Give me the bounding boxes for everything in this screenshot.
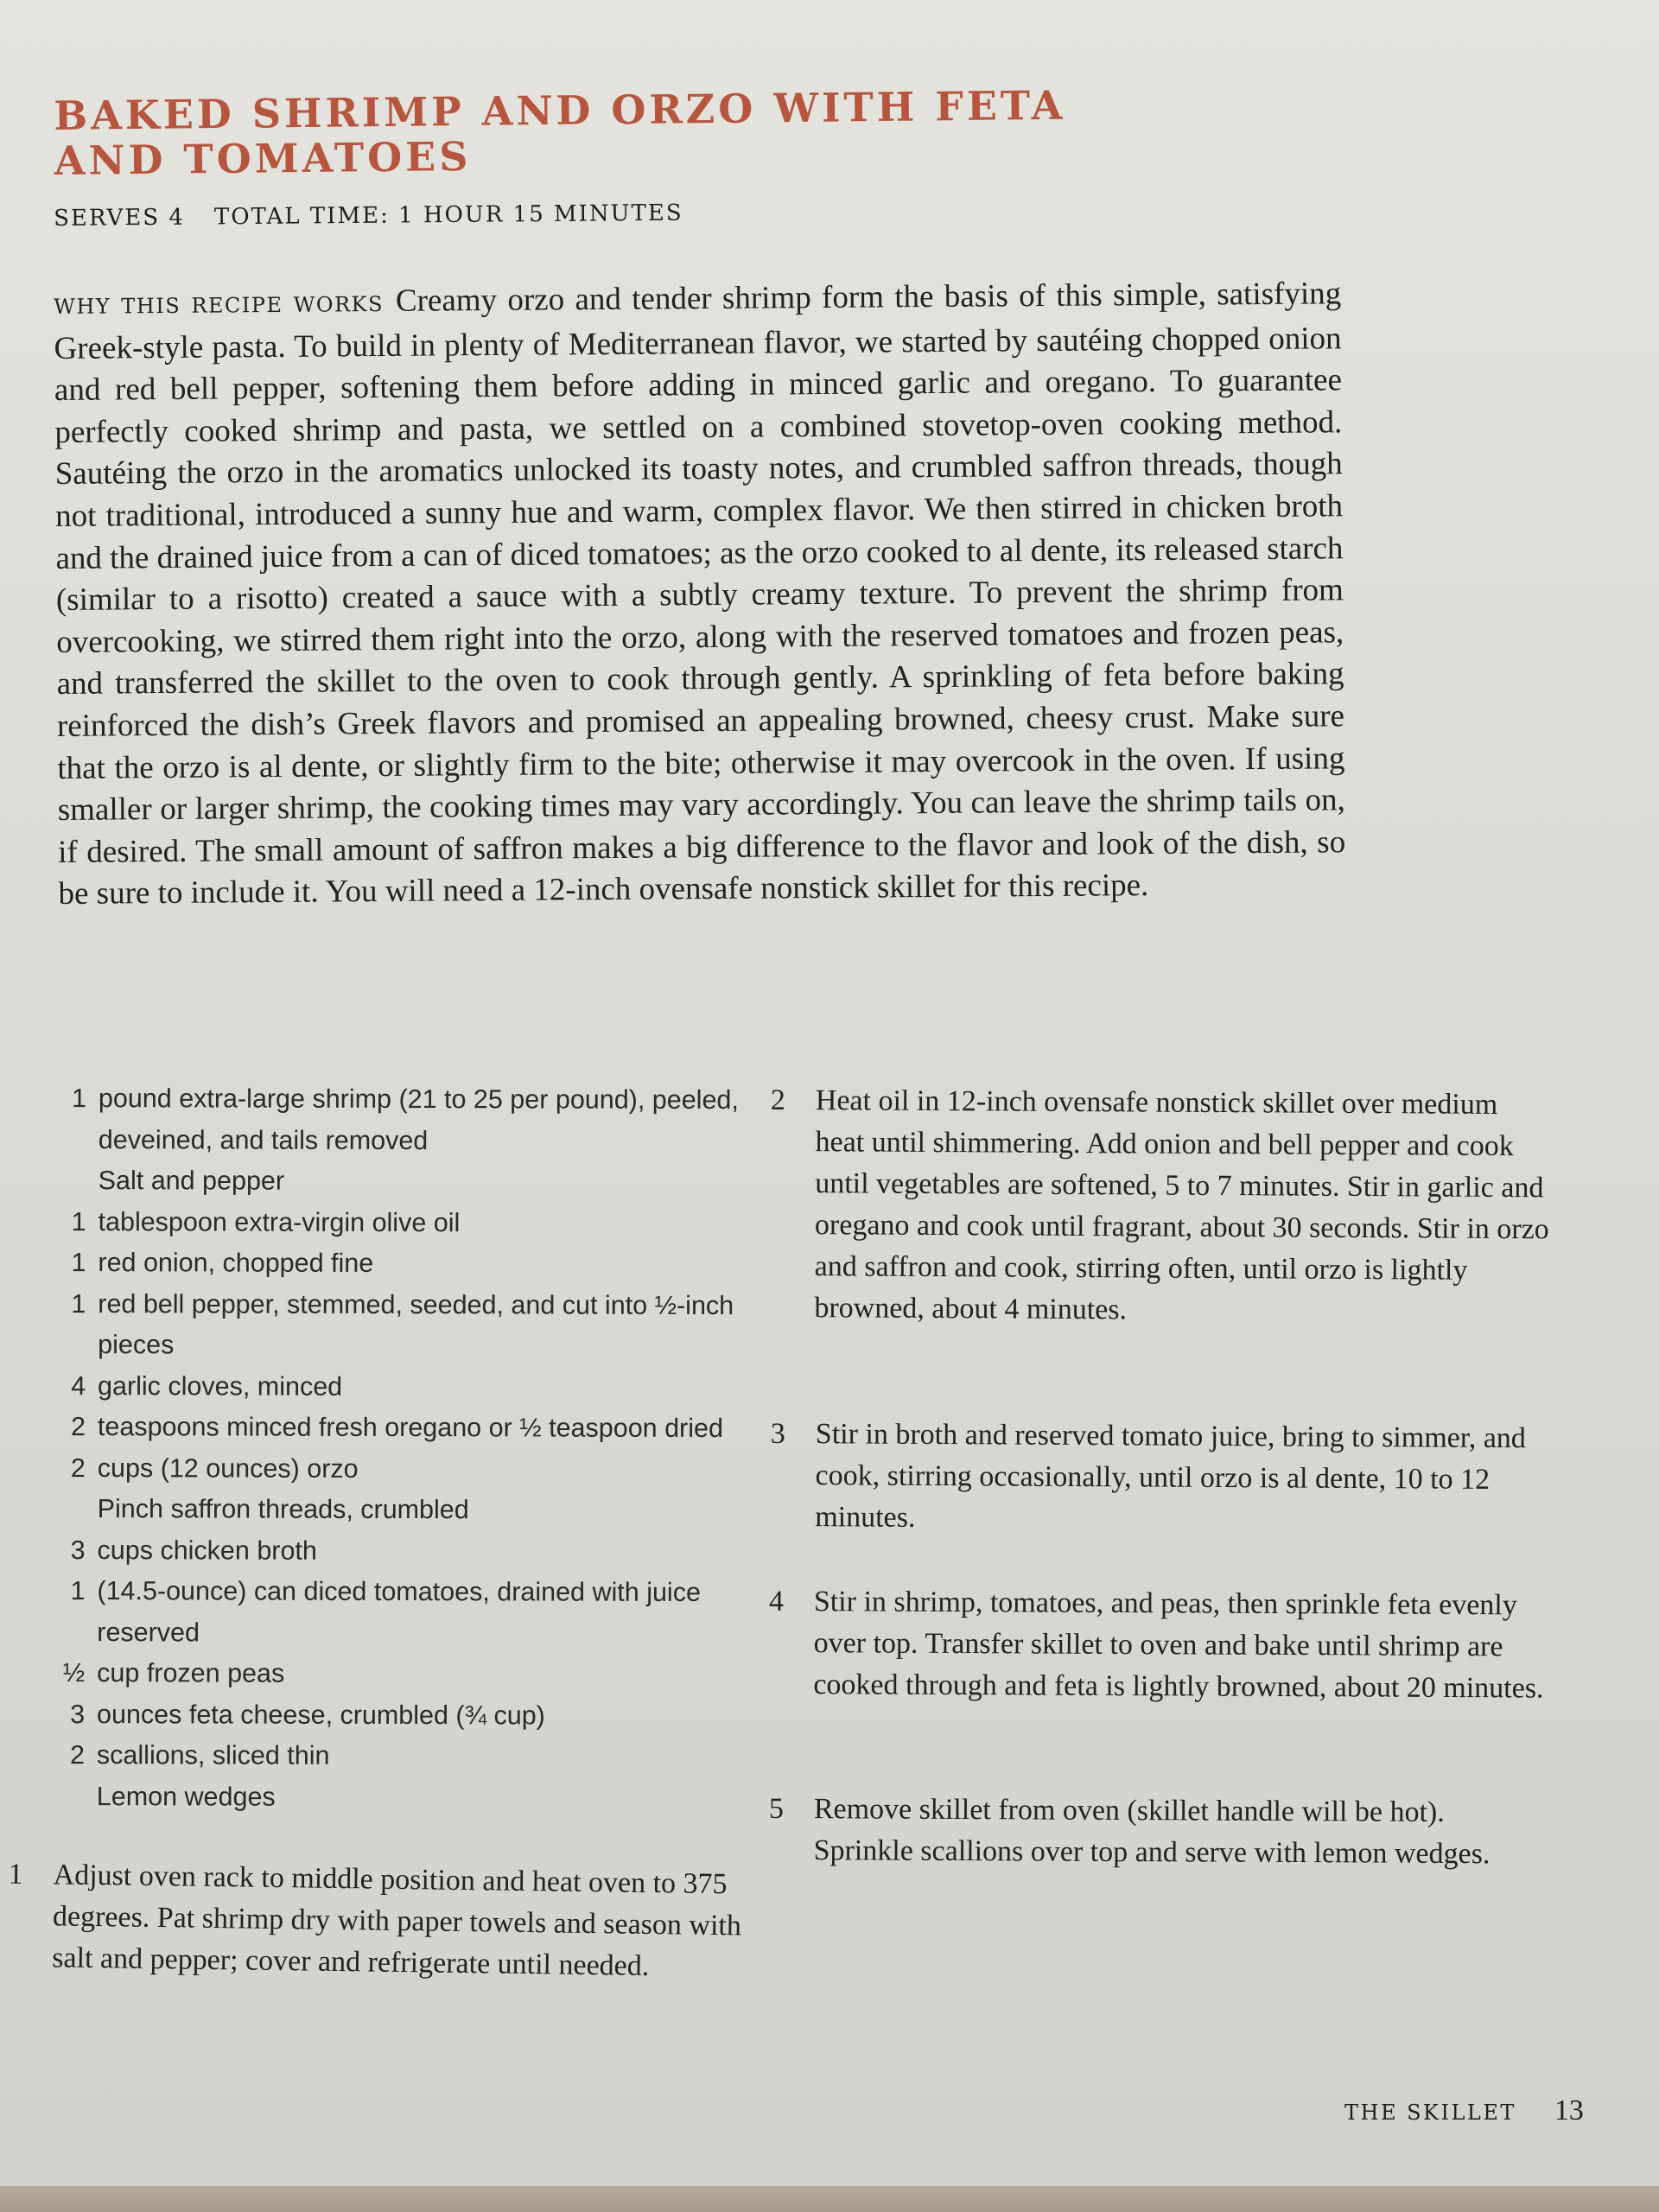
total-time-label: TOTAL TIME: 1 HOUR 15 MINUTES [213,200,683,231]
ingredient-item [48,1694,757,1737]
ingredient-qty: 1 [70,1576,86,1606]
ingredient-item [49,1365,758,1408]
ingredient-item [49,1283,758,1367]
step-number: 3 [770,1417,785,1450]
step-number: 5 [768,1792,784,1825]
page-number: 13 [1554,2094,1584,2126]
step-1 [8,1854,762,1989]
ingredient-desc: red onion, chopped fine [98,1248,374,1278]
ingredient-qty: ½ [62,1658,86,1688]
ingredient-item [50,1201,759,1244]
ingredient-item [48,1653,757,1696]
ingredient-desc: scallions, sliced thin [96,1740,330,1770]
step-3 [770,1414,1550,1542]
ingredient-item [48,1571,757,1655]
ingredient-item [49,1243,758,1286]
why-this-recipe-works [54,273,1346,916]
ingredient-qty: 1 [71,1288,86,1319]
ingredient-desc: Salt and pepper [98,1166,285,1196]
ingredient-qty: 2 [70,1452,86,1483]
step-number: 1 [8,1858,23,1891]
ingredient-qty: 4 [71,1370,86,1401]
ingredient-desc: cups chicken broth [97,1535,317,1566]
ingredient-item [49,1489,758,1532]
ingredient-item [48,1735,757,1778]
ingredient-qty: 1 [71,1206,86,1236]
ingredient-qty: 3 [70,1535,86,1565]
ingredient-qty: 2 [69,1740,85,1770]
step-number: 4 [768,1585,784,1618]
ingredient-desc: Pinch saffron threads, crumbled [97,1494,469,1525]
why-text: Creamy orzo and tender shrimp form the basis of this simple, satisfying Greek-style pasta. To build in plenty of Mediterranean flavor, we started by sautéing chopped onion and red bell pepper, softening them before adding in minced garlic and oregano. To guarantee perfectly cooked shrimp and pasta, we settled on a combined stovetop-oven cooking method. Sautéing the orzo in the aromatics unlocked its toasty notes, and crumbled saffron threads, though not traditional, introduced a sunny hue and warm, complex flavor. We then stirred in chicken broth and the drained juice from a can of diced tomatoes; as the orzo cooked to al dente, its released starch (similar to a risotto) created a sauce with a subtly creamy texture. To prevent the shrimp from overcooking, we stirred them right into the orzo, along with the reserved tomatoes and frozen peas, and transferred the skillet to the oven to cook through gently. A sprinkling of feta before baking reinforced the dish’s Greek flavors and promised an appealing browned, cheesy crust. Make sure that the orzo is al dente, or slightly firm to the bite; otherwise it may overcook in the oven. If using smaller or larger shrimp, the cooking times may vary accordingly. You can leave the shrimp tails on, if desired. The small amount of saffron makes a big difference to the flavor and look of the dish, so be sure to include it. You will need a 12-inch ovensafe nonstick skillet for this recipe. [54,276,1346,912]
step-text: Stir in shrimp, tomatoes, and peas, then sprinkle feta evenly over top. Transfer skillet to oven and bake until shrimp are cooked through and feta is lightly browned, about 20 minutes. [813,1586,1544,1705]
ingredient-desc: red bell pepper, stemmed, seeded, and cut into ½-inch pieces [98,1288,734,1360]
page-footer [1344,2094,1584,2127]
why-label: WHY THIS RECIPE WORKS [54,292,385,319]
step-5 [768,1789,1548,1876]
ingredient-list [48,1078,759,1819]
step-number: 2 [770,1084,785,1116]
ingredient-desc: tablespoon extra-virgin olive oil [98,1206,461,1237]
recipe-meta [54,200,683,232]
ingredient-desc: cup frozen peas [97,1658,285,1688]
ingredient-qty: 1 [71,1084,86,1114]
step-4 [768,1581,1548,1710]
ingredient-desc: teaspoons minced fresh oregano or ½ teaspoon dried [97,1412,724,1444]
ingredient-qty: 3 [70,1699,86,1729]
ingredient-qty: 1 [71,1248,86,1278]
step-2 [770,1080,1550,1333]
ingredient-desc: ounces feta cheese, crumbled (¾ cup) [97,1699,545,1731]
serves-label: SERVES 4 [54,204,186,232]
ingredient-item [50,1160,759,1204]
step-text: Heat oil in 12-inch ovensafe nonstick skillet over medium heat until shimmering. Add onion and bell pepper and cook until vegetables are softened, 5 to 7 minutes. Stir in garlic and oregano and cook until fragrant, about 30 seconds. Stir in orzo and saffron and cook, stirring often, until orzo is lightly browned, about 4 minutes. [814,1084,1549,1326]
ingredient-item [49,1529,758,1573]
ingredient-item [49,1407,758,1450]
table-surface [0,2186,1659,2212]
ingredient-desc: Lemon wedges [96,1781,276,1812]
ingredient-item [49,1447,758,1491]
ingredient-qty: 2 [70,1412,86,1442]
ingredient-item [48,1776,757,1819]
step-text: Adjust oven rack to middle position and heat oven to 375 degrees. Pat shrimp dry with paper towels and season with salt and pepper; cover and refrigerate until needed. [52,1859,742,1982]
ingredient-desc: (14.5-ounce) can diced tomatoes, drained with juice reserved [97,1576,702,1647]
ingredient-item [50,1078,759,1162]
ingredient-desc: pound extra-large shrimp (21 to 25 per pound), peeled, deveined, and tails removed [98,1084,739,1155]
section-name: THE SKILLET [1344,2101,1516,2125]
ingredient-desc: cups (12 ounces) orzo [97,1452,359,1484]
recipe-title: BAKED SHRIMP AND ORZO WITH FETA AND TOMATOES [53,81,1066,184]
step-text: Remove skillet from oven (skillet handle will be hot). Sprinkle scallions over top and serve with lemon wedges. [813,1793,1491,1871]
ingredient-desc: garlic cloves, minced [98,1370,343,1402]
step-text: Stir in broth and reserved tomato juice, bring to simmer, and cook, stirring occasionally, until orzo is al dente, 10 to 12 minutes. [815,1418,1526,1534]
